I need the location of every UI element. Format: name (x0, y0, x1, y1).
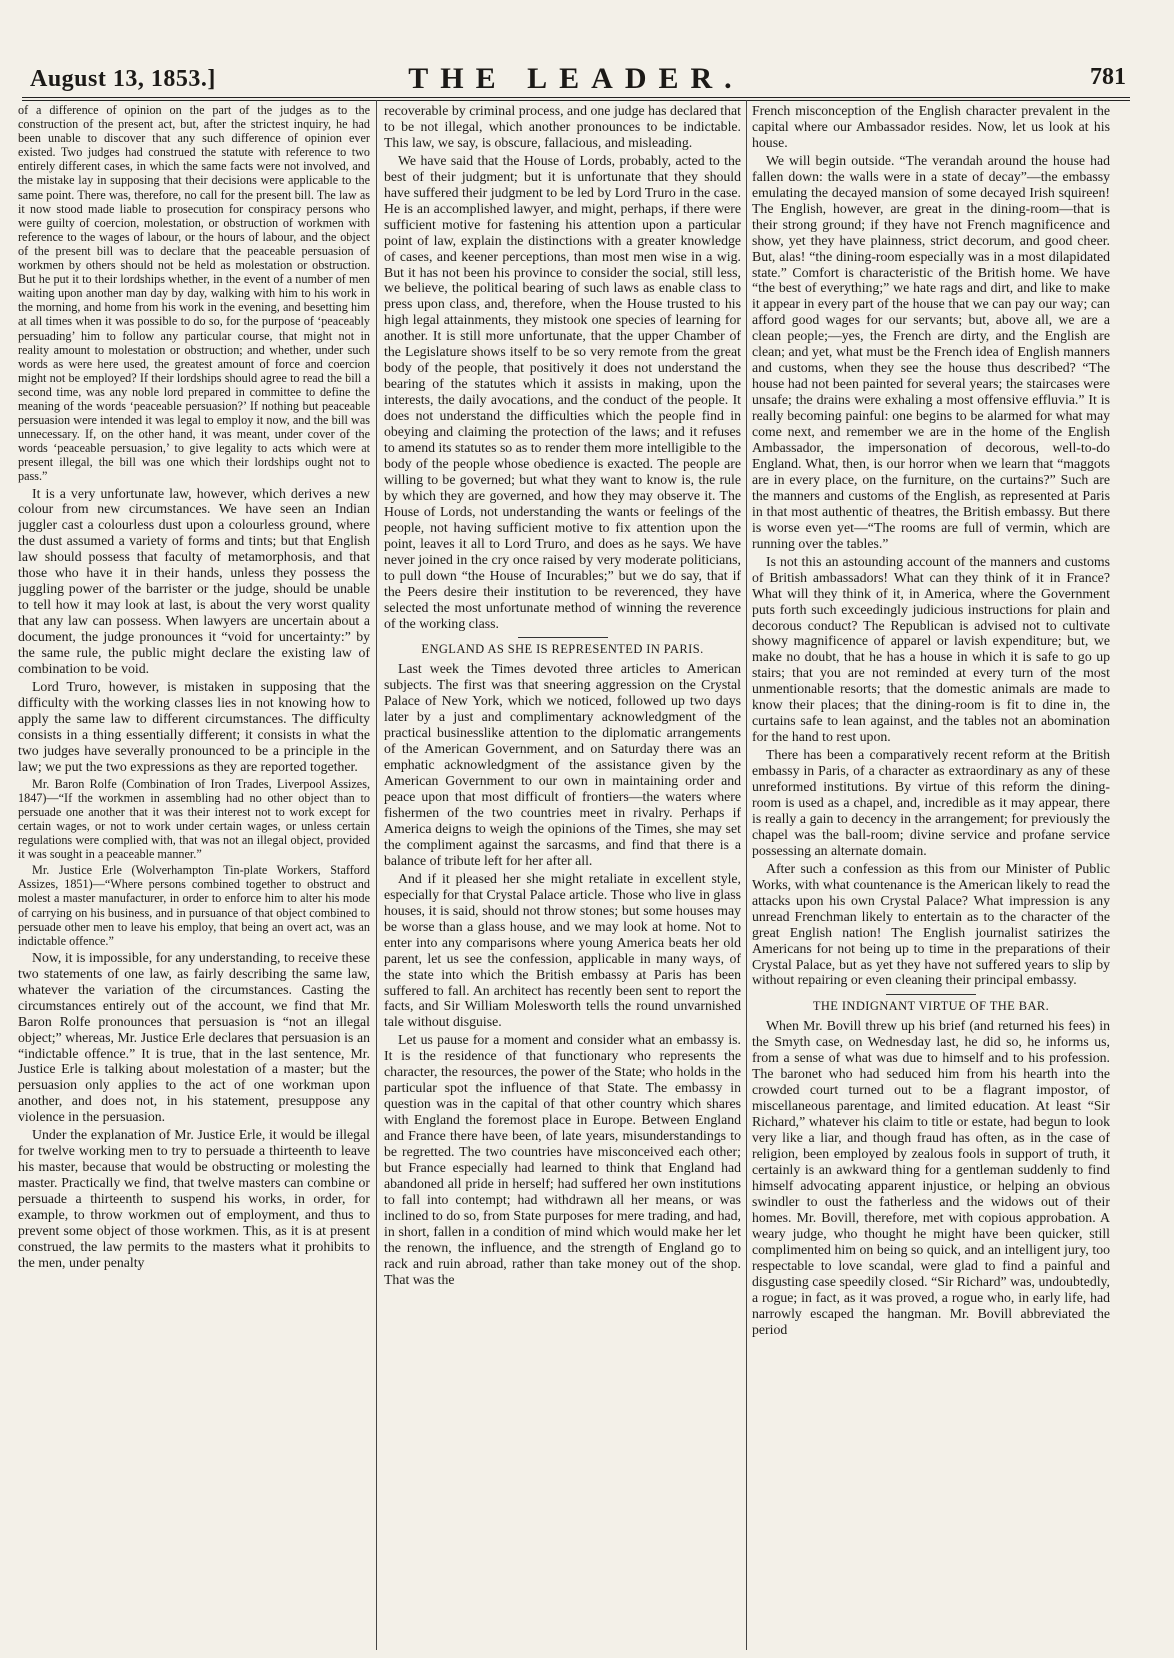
paragraph: recoverable by criminal process, and one judge has declared that to be not illegal, which another pronounces to be indictable. This law, we say, is obscure, fallacious, and misleading. (384, 103, 741, 150)
paragraph: Is not this an astounding account of the manners and customs of British ambassadors! What can they think of it in France? What will they think of it, in America, where the Government puts forth such exceedingly judicious instructions for plain and decorous conduct? The Republican is advised not to cultivate showy magnificence of apparel or lavish expenditure; but, we make no doubt, that he has a house in which it is safe to go up stairs; that you are not reminded at every turn of the most unmentionable resorts; that the domestic animals are made to know their places; that the dining-room is fit to dine in, the curtains safe to lean against, and the tables not an abomination for the hand to rest upon. (752, 553, 1110, 745)
quotation: Mr. Baron Rolfe (Combination of Iron Trades, Liverpool Assizes, 1847)—“If the workmen in assembling had no other object than to persuade one another that it was their interest not to work except for certain wages, or not to work under certain wages, or unless certain regulations were complied with, that was not an illegal object, provided it was sought in a peaceable manner.” (18, 776, 370, 862)
column-2 (384, 103, 741, 1648)
masthead (22, 58, 1130, 98)
paragraph: It is a very unfortunate law, however, which derives a new colour from new circumstances. We have seen an Indian juggler cast a colourless dust upon a colourless ground, where the dust assumed a variety of forms and tints; but that English law should possess that faculty of metamorphosis, and that those who have it in their hands, unless they possess the juggling power of the barrister or the judge, should be unable to tell how it may look at last, is about the very worst quality that any law can possess. When lawyers are uncertain about a document, the judge pronounces it “void for uncertainty:” by the same rule, the public might declare the existing law of combination to be void. (18, 485, 370, 677)
column-divider (746, 100, 747, 1650)
newspaper-title: THE LEADER. (408, 62, 744, 95)
page-number: 781 (1090, 64, 1126, 90)
masthead-rule-lower (22, 100, 1130, 101)
paragraph: And if it pleased her she might retaliate in excellent style, especially for that Crystal Palace article. Those who live in glass houses, it is said, should not throw stones; but some houses may be worse than a glass house, and we may look at home. Not to enter into any comparisons where young America beats her old parent, let us see the confession, applicable in many ways, of the state into which the British embassy at Paris has been suffered to fall. An architect has recently been sent to report the facts, and Sir William Molesworth tells the round unvarnished tale without disguise. (384, 870, 741, 1030)
column-divider (376, 100, 377, 1650)
masthead-rule (22, 97, 1130, 98)
column-3 (752, 103, 1110, 1648)
paragraph: Now, it is impossible, for any understanding, to receive these two statements of one law, as fairly describing the same law, whatever the variation of the circumstances. Casting the circumstances entirely out of the account, we find that Mr. Baron Rolfe pronounces that persuasion is “not an illegal object;” whereas, Mr. Justice Erle declares that persuasion is an “indictable offence.” It is true, that in the last sentence, Mr. Justice Erle is talking about molestation of a master; but the persuasion only applies to the act of one workman upon another, and does not, in his statement, presuppose any violence in the persuasion. (18, 949, 370, 1125)
article-heading: THE INDIGNANT VIRTUE OF THE BAR. (812, 999, 1050, 1014)
article-heading: ENGLAND AS SHE IS REPRESENTED IN PARIS. (421, 642, 704, 657)
paragraph: Lord Truro, however, is mistaken in supposing that the difficulty with the working classes lies in not knowing how to apply the same law to different circumstances. The difficulty consists in a thing essentially different; it consists in what the two judges have severally pronounced to be a principle in the law; we put the two expressions as they are reported together. (18, 678, 370, 774)
paragraph: of a difference of opinion on the part of the judges as to the construction of the present act, but, after the strictest inquiry, he had been unable to discover that any such difference of opinion ever existed. Two judges had construed the statute with reference to two entirely different cases, in which the same facts were not involved, and the mistake lay in supposing that their decisions were applicable to the same point. There was, therefore, no call for the present bill. The law as it now stood made liable to prosecution for conspiracy persons who were guilty of coercion, molestation, or obstruction of workmen with reference to the wages of labour, or the hours of labour, and the object of the present bill was to declare that the peaceable persuasion of workmen by others should not be held as molestation or obstruction. But he put it to their lordships whether, in the event of a number of men waiting upon another man day by day, walking with him to his work in the morning, and home from his work in the evening, and besetting him at all times when it was possible to do so, for the purpose of ‘peaceably persuading’ him to follow any particular course, that might not in reality amount to molestation or obstruction; and whether, under such words as were here used, the greatest amount of force and coercion might not be employed? If their lordships should agree to read the bill a second time, was any noble lord prepared in committee to define the meaning of the words ‘peaceable persuasion?’ If nothing but peaceable persuasion were intended it was legal to employ it now, and the bill was unnecessary. If, on the other hand, it was meant, under cover of the words ‘peaceable persuasion,’ to give legality to acts which were at present illegal, the bill was one which their lordships ought not to pass.” (18, 103, 370, 484)
paragraph: Under the explanation of Mr. Justice Erle, it would be illegal for twelve working men to try to persuade a thirteenth to leave his master, because that would be obstructing or molesting the master. Practically we find, that twelve masters can combine or persuade a thirteenth to suspend his works, in order, for example, to throw workmen out of employment, and thus to prevent some object of those workmen. This, as it is at present construed, the law permits to the masters what it prohibits to the men, under penalty (18, 1127, 370, 1270)
paragraph: Last week the Times devoted three articles to American subjects. The first was that sneering aggression on the Crystal Palace of New York, which we noticed, followed up two days later by a just and complimentary acknowledgment of the practical businesslike attention to the diplomatic arrangements of the American Government, and on Saturday there was an emphatic acknowledgment of the assistance given by the American Government to our own in maintaining order and peace upon that most difficult of frontiers—the waters where fishermen of the two countries meet in rivalry. Perhaps if America deigns to weigh the opinions of the Times, she may set the compliment against the sarcasms, and find that there is a balance of tribute left for her after all. (384, 661, 741, 868)
paragraph: Let us pause for a moment and consider what an embassy is. It is the residence of that functionary who represents the character, the resources, the power of the State; who holds in the particular spot the influence of that State. The embassy in question was in the capital of that other country which shares with England the foremost place in Europe. Between England and France there have been, of late years, misunderstandings to be regretted. The two countries have misconceived each other; but France especially had learned to think that England had abandoned all pride in herself; had suffered her own institutions to fall into contempt; had withdrawn all her means, or was inclined to do so, from State purposes for mere trading, and had, in short, fallen in a condition of mind which would make her let the renown, the influence, and the strength of England go to rack and ruin abroad, rather than take money out of the shop. That was the (384, 1032, 741, 1287)
paragraph: We have said that the House of Lords, probably, acted to the best of their judgment; but it is unfortunate that they should have suffered their judgment to be led by Lord Truro in the case. He is an accomplished lawyer, and might, perhaps, if there were sufficient motive for fastening his attention upon a particular point of law, explain the distinctions with a greater knowledge of cases, and keener perceptions, than most men wise in a wig. But it has not been his province to consider the social, still less, we believe, the political bearing of such laws as enable class to press upon class, and, therefore, when the House trusted to his high legal attainments, they mistook one species of learning for another. It is still more unfortunate, that the upper Chamber of the Legislature shows itself to be so very remote from the great body of the people, that positively it does not understand the bearing of the statutes which it assists in making, upon the interests, the daily avocations, and the conduct of the people. It does not understand the difficulties which the people find in obeying and claiming the protection of the laws; and it refuses to amend its statutes so as to render them more intelligible to the body of the people whose obedience is exacted. The people are willing to be governed; but what they want to know is, the rule by which they are governed, and how they may observe it. The House of Lords, not understanding the wants or feelings of the people, not having sufficient motive to fix attention upon the point, leaves it all to Lord Truro, and does as he says. We have never joined in the cry once raised by very moderate politicians, to pull down “the House of Incurables;” but we do say, that if the Peers desire their institution to be reverenced, they have selected the most unfortunate method of winning the reverence of the working class. (384, 152, 741, 631)
issue-date: August 13, 1853.] (30, 66, 216, 92)
paragraph: After such a confession as this from our Minister of Public Works, with what countenance is the American likely to read the attacks upon his own Crystal Palace? What impression is any unread Frenchman likely to entertain as to the character of the great English nation! The English journalist satirizes the Americans for not being up to time in the preparations of their Crystal Palace, but as yet they have not suffered years to slip by without repairing or even cleaning their principal embassy. (752, 860, 1110, 988)
quotation: Mr. Justice Erle (Wolverhampton Tin-plate Workers, Stafford Assizes, 1851)—“Where persons combined together to obstruct and molest a master manufacturer, in order to enforce him to alter his mode of carrying on his business, and in pursuance of that object combined to persuade other men to leave his employ, that being an overt act, was an indictable offence.” (18, 863, 370, 948)
paragraph: There has been a comparatively recent reform at the British embassy in Paris, of a character as extraordinary as any of these unreformed institutions. By virtue of this reform the dining-room is used as a chapel, and, incredible as it may appear, there is really a gain to decency in the arrangement; for previously the chapel was the ball-room; divine service and profane service possessing an alternate domain. (752, 747, 1110, 858)
paragraph: When Mr. Bovill threw up his brief (and returned his fees) in the Smyth case, on Wednesday last, he did so, he informs us, from a sense of what was due to himself and to his profession. The baronet who had seduced him from his hearth into the crowded court turned out to be a flagrant impostor, of miscellaneous parentage, and limited education. At least “Sir Richard,” whatever his claim to title or estate, had begun to look very like a liar, and though fraud has often, as in the case of religion, been employed by zealous fools in support of truth, it certainly is an awkward thing for a gentleman suddenly to find himself advocating apparent injustice, or helping an obvious swindler to oust the fatherless and the widows out of their homes. Mr. Bovill, therefore, met with copious approbation. A weary judge, who thought he might have been quicker, still complimented him on being so quick, and an intelligent jury, too respectable to love scandal, were glad to find a painful and disgusting case speedily closed. “Sir Richard” was, undoubtedly, a rogue; in fact, as it was proved, a rogue who, in early life, had narrowly escaped the hangman. Mr. Bovill abbreviated the period (752, 1018, 1110, 1337)
paragraph: French misconception of the English character prevalent in the capital where our Ambassador resides. Now, let us look at his house. (752, 103, 1110, 150)
section-rule (886, 994, 976, 995)
section-rule (518, 637, 608, 638)
paragraph: We will begin outside. “The verandah around the house had fallen down: the walls were in a state of decay”—the embassy emulating the decayed mansion of some decayed Irish squireen! The English, however, are great in the dining-room—that is their strong ground; if they have not French magnificence and show, yet they have plainness, strict decorum, and good cheer. But, alas! “the dining-room especially was in a most dilapidated state.” Comfort is characteristic of the British home. We have “the best of everything;” we hate rags and dirt, and like to make it appear in every part of the house that we can pay our way; can afford good wages for our servants; but, above all, we are a clean people;—yes, the French are dirty, and the English are clean; and yet, what must be the French idea of English manners and customs, when they see the house thus described? “The house had not been painted for several years; the staircases were unsafe; the drains were exhaling a most offensive effluvia.” It is really becoming painful: one begins to be alarmed for what may come next, and remember we are in the home of the English Ambassador, the impersonation of decorous, well-to-do England. What, then, is our horror when we learn that “maggots are in every place, on the furniture, on the curtains?” Such are the manners and customs of the English, as represented at Paris in that most authentic of theatres, the British embassy. But there is worse even yet—“The rooms are full of vermin, which are running over the tables.” (752, 152, 1110, 551)
column-1 (18, 103, 370, 1648)
